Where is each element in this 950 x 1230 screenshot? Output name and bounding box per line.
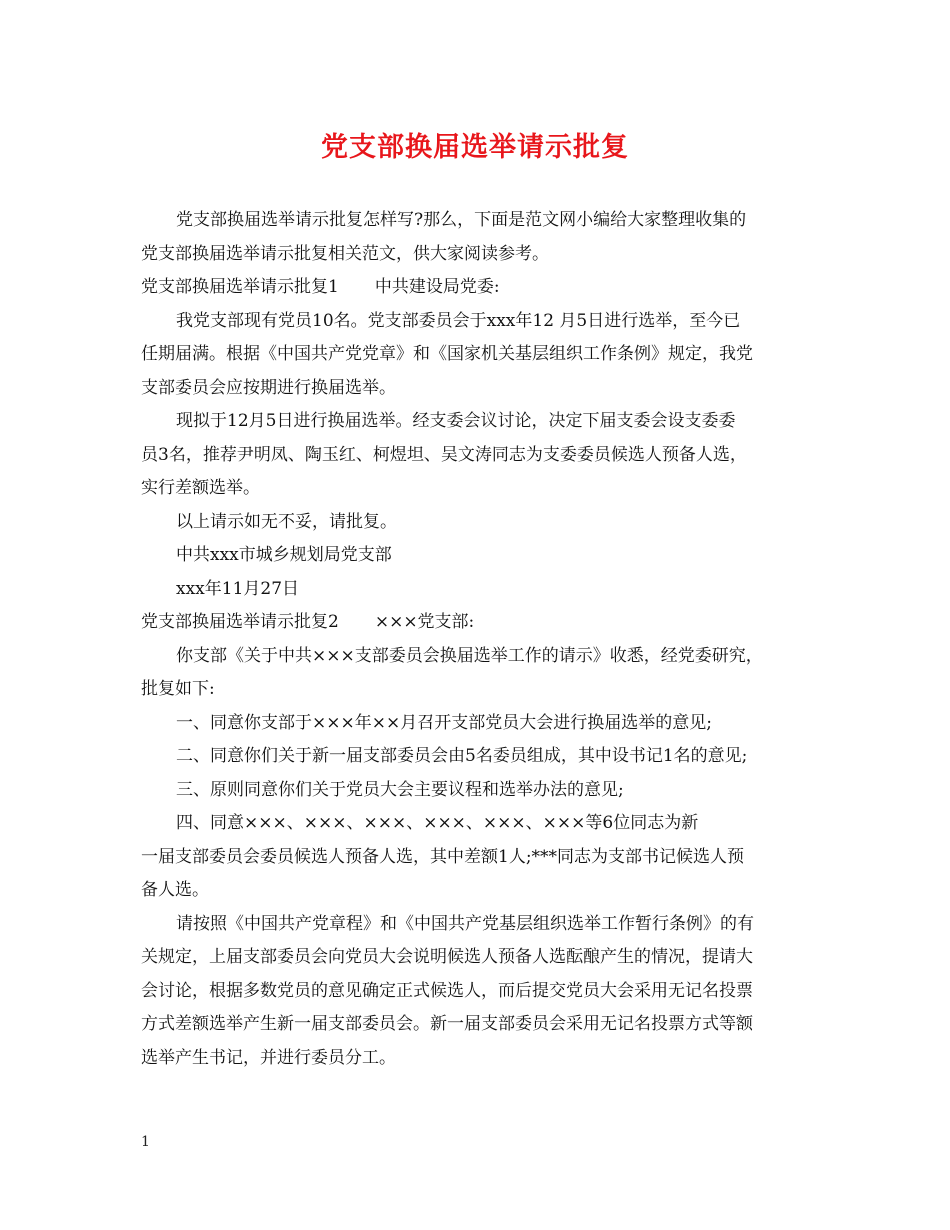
- section-heading-text: 党支部换届选举请示批复1: [141, 277, 339, 297]
- paragraph-line: 选举产生书记，并进行委员分工。: [141, 1047, 396, 1068]
- section-heading-text: 党支部换届选举请示批复2: [141, 612, 339, 632]
- paragraph-line: 关规定，上届支部委员会向党员大会说明候选人预备人选酝酿产生的情况，提请大: [141, 947, 753, 967]
- paragraph-line: 现拟于12月5日进行换届选举。经支委会议讨论，决定下届支委会设支委委: [176, 411, 736, 431]
- addressee: ×××党支部:: [374, 612, 475, 632]
- paragraph-line: 任期届满。根据《中国共产党党章》和《国家机关基层组织工作条例》规定，我党: [141, 344, 753, 364]
- page-number: 1: [141, 1134, 150, 1150]
- intro-line: 党支部换届选举请示批复怎样写?那么，下面是范文网小编给大家整理收集的: [176, 210, 747, 230]
- paragraph-line: 会讨论，根据多数党员的意见确定正式候选人，而后提交党员大会采用无记名投票: [141, 980, 753, 1001]
- paragraph-line: 支部委员会应按期进行换届选举。: [141, 377, 396, 398]
- list-item: 二、同意你们关于新一届支部委员会由5名委员组成，其中设书记1名的意见;: [176, 746, 748, 766]
- paragraph-line: 员3名，推荐尹明凤、陶玉红、柯煜坦、吴文涛同志为支委委员候选人预备人选，: [141, 444, 747, 465]
- paragraph-line: 请按照《中国共产党章程》和《中国共产党基层组织选举工作暂行条例》的有: [176, 913, 754, 934]
- list-item: 三、原则同意你们关于党员大会主要议程和选举办法的意见;: [176, 779, 624, 800]
- list-item-continuation: 一届支部委员会委员候选人预备人选，其中差额1人;***同志为支部书记候选人预: [141, 846, 745, 867]
- document-body: [141, 204, 831, 1075]
- intro-line: 党支部换届选举请示批复相关范文，供大家阅读参考。: [141, 243, 549, 264]
- paragraph-line: 你支部《关于中共×××支部委员会换届选举工作的请示》收悉，经党委研究，: [176, 645, 763, 666]
- paragraph-line: 方式差额选举产生新一届支部委员会。新一届支部委员会采用无记名投票方式等额: [141, 1014, 753, 1034]
- addressee: 中共建设局党委:: [374, 277, 500, 297]
- paragraph-line: 以上请示如无不妥，请批复。: [176, 511, 397, 532]
- date: xxx年11月27日: [176, 578, 300, 599]
- signer: 中共xxx市城乡规划局党支部: [176, 545, 392, 565]
- paragraph-line: 我党支部现有党员10名。党支部委员会于xxx年12 月5日进行选举，至今已: [176, 310, 741, 331]
- paragraph-line: 实行差额选举。: [141, 478, 260, 498]
- paragraph-line: 批复如下:: [141, 679, 215, 699]
- list-item: 四、同意×××、×××、×××、×××、×××、×××等6位同志为新: [176, 813, 699, 833]
- list-item: 一、同意你支部于×××年××月召开支部党员大会进行换届选举的意见;: [176, 712, 712, 733]
- list-item-continuation: 备人选。: [141, 880, 209, 900]
- section-heading-1: [141, 271, 831, 305]
- section-heading-2: [141, 606, 831, 640]
- document-title: 党支部换届选举请示批复: [321, 132, 629, 163]
